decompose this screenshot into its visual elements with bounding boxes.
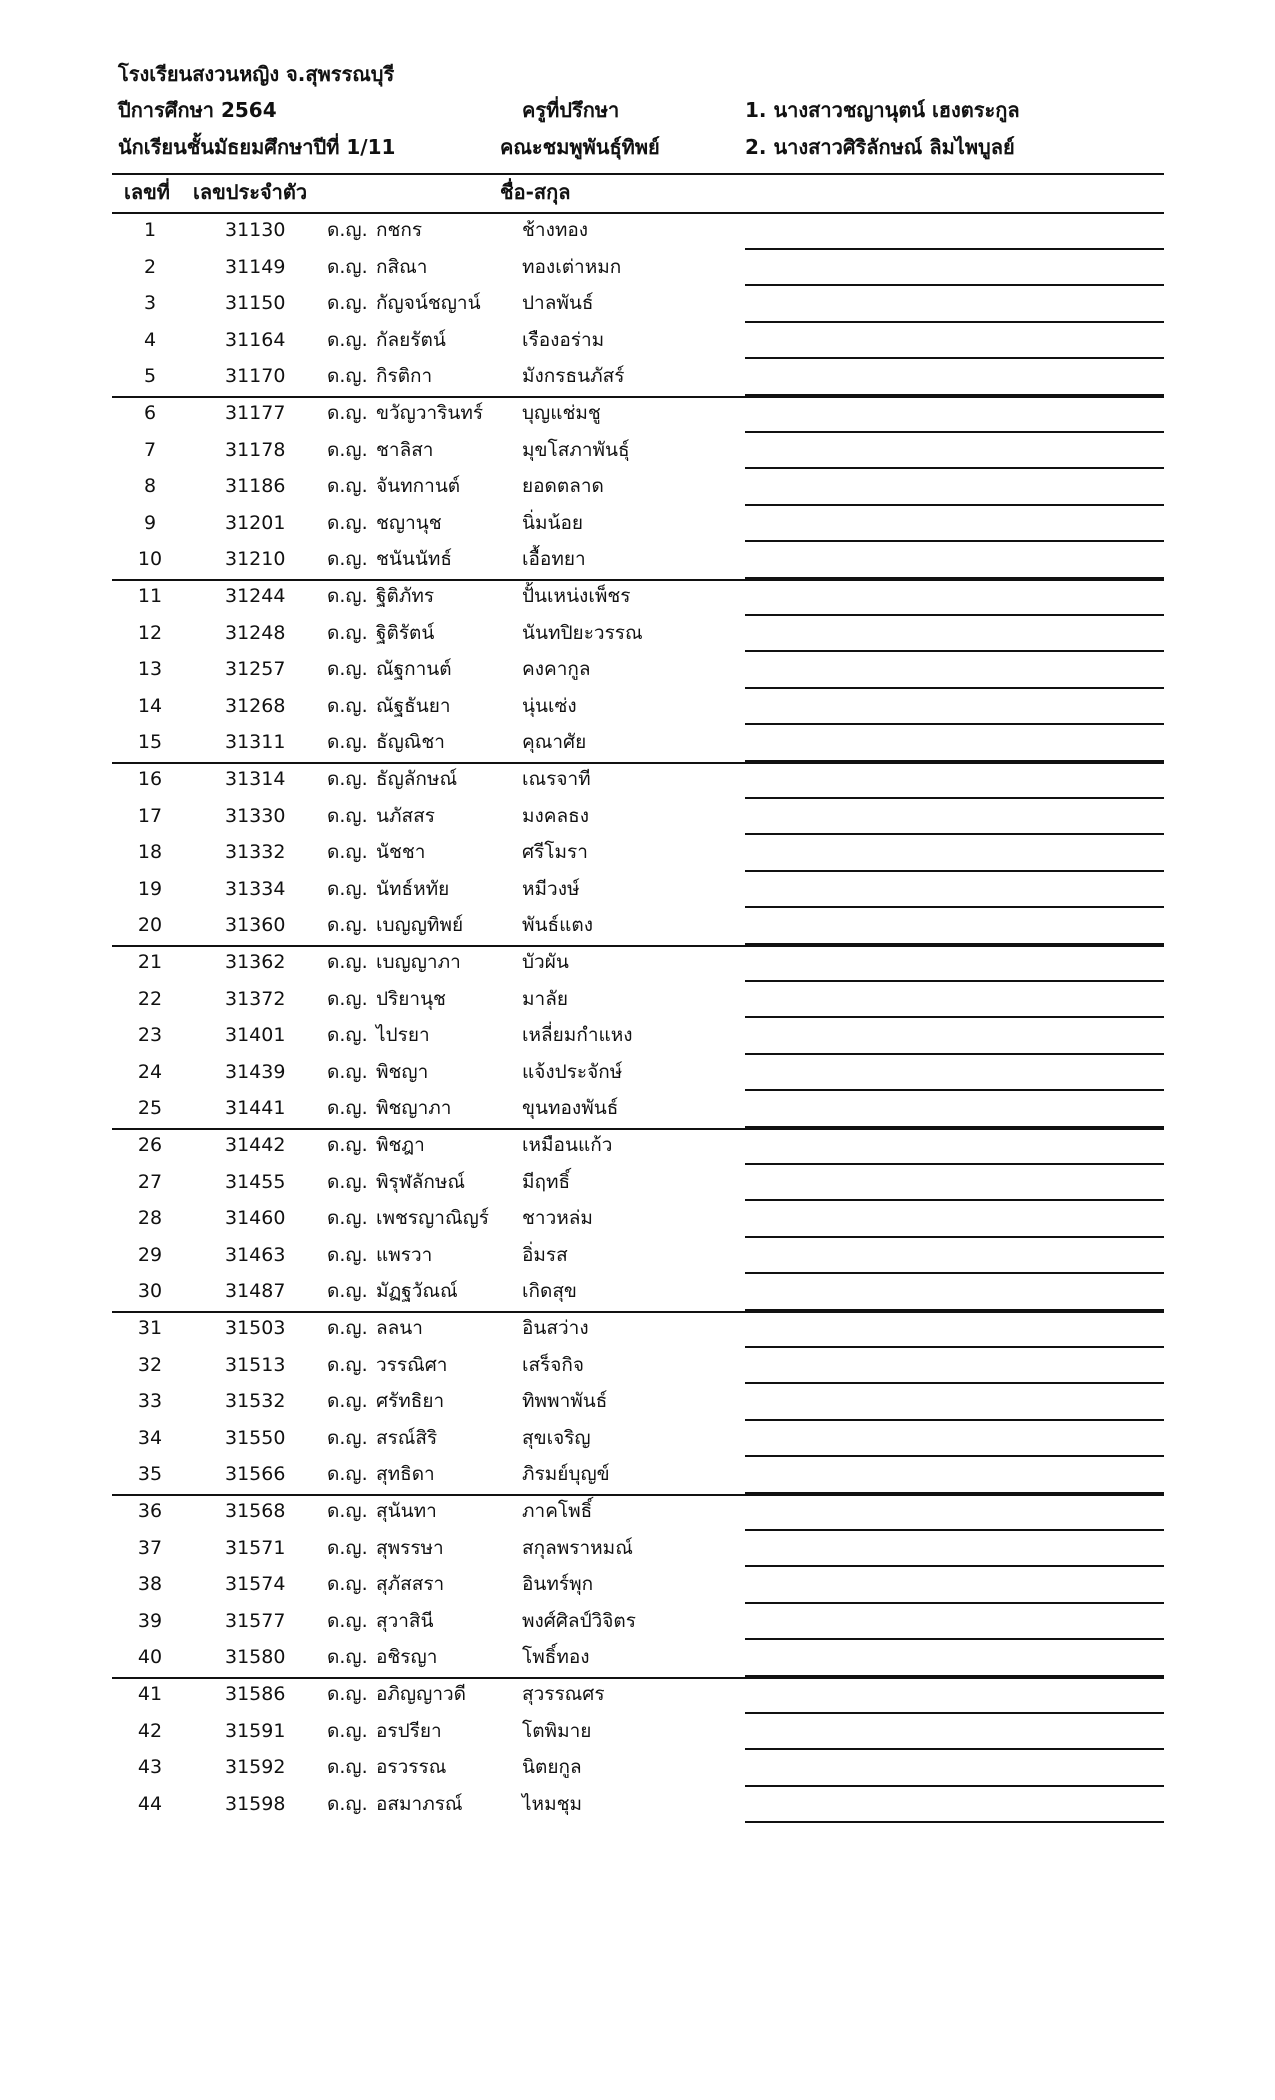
student-id: 31201 <box>225 511 286 534</box>
first-name: จันทกานต์ <box>376 475 461 498</box>
last-name: สกุลพราหมณ์ <box>522 1536 633 1559</box>
last-name: ช้างทอง <box>522 219 589 241</box>
name-prefix: ด.ญ. <box>327 1719 368 1742</box>
name-prefix: ด.ญ. <box>327 1280 368 1303</box>
first-name: สุทธิดา <box>376 1463 435 1486</box>
name-prefix: ด.ญ. <box>327 1683 368 1705</box>
first-name: เบญญทิพย์ <box>376 914 464 937</box>
first-name: ศรัทธิยา <box>376 1390 445 1413</box>
name-prefix: ด.ญ. <box>327 328 368 351</box>
name-prefix: ด.ญ. <box>327 438 368 461</box>
name-prefix: ด.ญ. <box>327 731 368 754</box>
student-id: 31130 <box>225 219 286 241</box>
first-name: ลลนา <box>376 1317 423 1339</box>
signature-line <box>745 1821 1164 1823</box>
name-prefix: ด.ญ. <box>327 914 368 937</box>
first-name: กัญจน์ชญาน์ <box>376 292 481 315</box>
last-name: เณรจาที <box>522 768 591 790</box>
group-divider <box>112 396 1164 398</box>
student-id: 31442 <box>225 1134 286 1156</box>
group-divider <box>112 1677 1164 1679</box>
student-id: 31330 <box>225 804 286 827</box>
first-name: อรปรียา <box>376 1719 442 1742</box>
name-prefix: ด.ญ. <box>327 1170 368 1193</box>
student-id: 31248 <box>225 621 286 644</box>
table-row <box>0 1787 1275 1824</box>
last-name: ทิพพาพันธ์ <box>522 1390 608 1413</box>
student-id: 31463 <box>225 1243 286 1266</box>
student-id: 31149 <box>225 255 286 278</box>
first-name: ปริยานุช <box>376 987 446 1010</box>
student-id: 31332 <box>225 841 286 864</box>
table-row <box>0 652 1275 689</box>
column-header-student-id: เลขประจำตัว <box>193 180 308 204</box>
last-name: ปาลพันธ์ <box>522 292 594 315</box>
first-name: พิชฎา <box>376 1134 425 1156</box>
last-name: คุณาศัย <box>522 731 587 754</box>
table-row <box>0 1091 1275 1128</box>
student-id: 31568 <box>225 1500 286 1522</box>
student-number: 27 <box>137 1170 163 1193</box>
academic-year: ปีการศึกษา 2564 <box>118 98 277 122</box>
last-name: ภาคโพธิ์ <box>522 1500 593 1522</box>
group-divider <box>112 1494 1164 1496</box>
table-row <box>0 1055 1275 1092</box>
first-name: สุภัสสรา <box>376 1573 445 1596</box>
table-row <box>0 359 1275 396</box>
school-name: โรงเรียนสงวนหญิง จ.สุพรรณบุรี <box>118 62 395 86</box>
table-row <box>0 469 1275 506</box>
table-row <box>0 616 1275 653</box>
name-prefix: ด.ญ. <box>327 1390 368 1413</box>
student-id: 31598 <box>225 1792 286 1815</box>
table-row <box>0 725 1275 762</box>
last-name: ไหมชุม <box>522 1792 583 1815</box>
group-divider <box>112 1311 1164 1313</box>
student-number: 32 <box>137 1353 163 1376</box>
last-name: มาลัย <box>522 987 568 1010</box>
student-number: 13 <box>137 658 163 681</box>
student-number: 33 <box>137 1390 163 1413</box>
student-number: 3 <box>143 292 157 315</box>
student-id: 31571 <box>225 1536 286 1559</box>
student-number: 28 <box>137 1207 163 1230</box>
student-id: 31586 <box>225 1683 286 1705</box>
last-name: พงศ์ศิลป์วิจิตร <box>522 1609 636 1632</box>
student-number: 38 <box>137 1573 163 1596</box>
table-row <box>0 1494 1275 1531</box>
student-id: 31513 <box>225 1353 286 1376</box>
student-number: 34 <box>137 1426 163 1449</box>
student-number: 22 <box>137 987 163 1010</box>
student-number: 40 <box>137 1646 163 1669</box>
first-name: สรณ์สิริ <box>376 1426 438 1449</box>
name-prefix: ด.ญ. <box>327 475 368 498</box>
last-name: สุขเจริญ <box>522 1426 591 1449</box>
student-id: 31210 <box>225 548 286 571</box>
last-name: นิ่มน้อย <box>522 511 584 534</box>
table-row <box>0 396 1275 433</box>
last-name: ทองเต่าหมก <box>522 255 622 278</box>
column-header-no: เลขที่ <box>124 180 170 204</box>
table-row <box>0 1567 1275 1604</box>
student-id: 31244 <box>225 585 286 607</box>
table-row <box>0 250 1275 287</box>
table-row <box>0 542 1275 579</box>
first-name: นัชชา <box>376 841 426 864</box>
student-number: 20 <box>137 914 163 937</box>
first-name: กสิณา <box>376 255 428 278</box>
last-name: บัวผัน <box>522 951 569 973</box>
student-number: 25 <box>137 1097 163 1120</box>
first-name: นัทธ์หทัย <box>376 877 450 900</box>
first-name: ธัญลักษณ์ <box>376 768 458 790</box>
student-id: 31592 <box>225 1756 286 1779</box>
student-number: 43 <box>137 1756 163 1779</box>
student-id: 31441 <box>225 1097 286 1120</box>
last-name: อินสว่าง <box>522 1317 589 1339</box>
table-row <box>0 1274 1275 1311</box>
student-id: 31360 <box>225 914 286 937</box>
student-id: 31550 <box>225 1426 286 1449</box>
student-number: 5 <box>143 365 157 388</box>
first-name: ชญานุช <box>376 511 442 534</box>
student-number: 23 <box>137 1024 163 1047</box>
student-number: 26 <box>137 1134 163 1156</box>
table-row <box>0 1311 1275 1348</box>
table-row <box>0 1714 1275 1751</box>
advisor-1: 1. นางสาวชญานุตน์ เฮงตระกูล <box>745 98 1020 122</box>
class-label: นักเรียนชั้นมัธยมศึกษาปีที่ 1/11 <box>118 135 396 159</box>
student-number: 12 <box>137 621 163 644</box>
student-id: 31186 <box>225 475 286 498</box>
table-row <box>0 1348 1275 1385</box>
name-prefix: ด.ญ. <box>327 1243 368 1266</box>
first-name: อชิรญา <box>376 1646 438 1669</box>
first-name: ธัญณิชา <box>376 731 445 754</box>
column-header-name: ชื่อ-สกุล <box>500 180 571 204</box>
group-divider <box>112 1128 1164 1130</box>
first-name: พิชญาภา <box>376 1097 452 1120</box>
first-name: อสมาภรณ์ <box>376 1792 463 1815</box>
student-number: 41 <box>137 1683 163 1705</box>
student-id: 31178 <box>225 438 286 461</box>
student-id: 31150 <box>225 292 286 315</box>
name-prefix: ด.ญ. <box>327 1573 368 1596</box>
name-prefix: ด.ญ. <box>327 1207 368 1230</box>
name-prefix: ด.ญ. <box>327 1500 368 1522</box>
first-name: ชนันนัทธ์ <box>376 548 452 571</box>
first-name: มัฏฐวัณณ์ <box>376 1280 458 1303</box>
group-divider <box>112 579 1164 581</box>
table-row <box>0 1531 1275 1568</box>
last-name: นันทปิยะวรรณ <box>522 621 643 644</box>
table-row <box>0 1165 1275 1202</box>
name-prefix: ด.ญ. <box>327 292 368 315</box>
last-name: อินทร์พุก <box>522 1573 594 1596</box>
first-name: กัลยรัตน์ <box>376 328 446 351</box>
group-divider <box>112 945 1164 947</box>
table-row <box>0 1018 1275 1055</box>
student-id: 31362 <box>225 951 286 973</box>
name-prefix: ด.ญ. <box>327 1536 368 1559</box>
student-id: 31372 <box>225 987 286 1010</box>
department-label: คณะชมพูพันธุ์ทิพย์ <box>500 135 660 159</box>
name-prefix: ด.ญ. <box>327 548 368 571</box>
student-id: 31177 <box>225 402 286 424</box>
group-divider <box>112 762 1164 764</box>
student-number: 9 <box>143 511 157 534</box>
student-id: 31164 <box>225 328 286 351</box>
last-name: สุวรรณศร <box>522 1683 605 1705</box>
table-row <box>0 1384 1275 1421</box>
first-name: สุวาสินี <box>376 1609 434 1632</box>
student-number: 14 <box>137 694 163 717</box>
last-name: ภิรมย์บุญข์ <box>522 1463 610 1486</box>
table-row <box>0 506 1275 543</box>
student-id: 31580 <box>225 1646 286 1669</box>
table-row <box>0 835 1275 872</box>
student-number: 15 <box>137 731 163 754</box>
first-name: แพรวา <box>376 1243 433 1266</box>
last-name: มีฤทธิ์ <box>522 1170 571 1193</box>
name-prefix: ด.ญ. <box>327 1353 368 1376</box>
name-prefix: ด.ญ. <box>327 255 368 278</box>
name-prefix: ด.ญ. <box>327 877 368 900</box>
last-name: แจ้งประจักษ์ <box>522 1060 623 1083</box>
student-id: 31268 <box>225 694 286 717</box>
last-name: โพธิ์ทอง <box>522 1646 590 1669</box>
table-row <box>0 689 1275 726</box>
student-id: 31257 <box>225 658 286 681</box>
student-number: 35 <box>137 1463 163 1486</box>
student-number: 42 <box>137 1719 163 1742</box>
student-id: 31591 <box>225 1719 286 1742</box>
table-row <box>0 1421 1275 1458</box>
student-number: 24 <box>137 1060 163 1083</box>
last-name: เหมือนแก้ว <box>522 1134 613 1156</box>
last-name: ศรีโมรา <box>522 841 588 864</box>
student-id: 31574 <box>225 1573 286 1596</box>
student-id: 31460 <box>225 1207 286 1230</box>
name-prefix: ด.ญ. <box>327 658 368 681</box>
student-number: 37 <box>137 1536 163 1559</box>
name-prefix: ด.ญ. <box>327 1024 368 1047</box>
name-prefix: ด.ญ. <box>327 694 368 717</box>
name-prefix: ด.ญ. <box>327 365 368 388</box>
student-id: 31503 <box>225 1317 286 1339</box>
student-number: 16 <box>137 768 163 790</box>
first-name: ไปรยา <box>376 1024 430 1047</box>
student-id: 31314 <box>225 768 286 790</box>
last-name: มังกรธนภัสร์ <box>522 365 625 388</box>
table-row <box>0 1238 1275 1275</box>
table-row <box>0 213 1275 250</box>
student-id: 31532 <box>225 1390 286 1413</box>
student-number: 11 <box>137 585 163 607</box>
student-number: 18 <box>137 841 163 864</box>
last-name: บุญแช่มชู <box>522 402 601 424</box>
name-prefix: ด.ญ. <box>327 219 368 241</box>
first-name: เบญญาภา <box>376 951 461 973</box>
student-number: 6 <box>143 402 157 424</box>
first-name: สุนันทา <box>376 1500 437 1522</box>
advisor-2: 2. นางสาวศิริลักษณ์ ลิมไพบูลย์ <box>745 135 1015 159</box>
first-name: กชกร <box>376 219 423 241</box>
name-prefix: ด.ญ. <box>327 1317 368 1339</box>
student-number: 10 <box>137 548 163 571</box>
table-row <box>0 1201 1275 1238</box>
student-id: 31439 <box>225 1060 286 1083</box>
first-name: กิรติกา <box>376 365 433 388</box>
advisor-label: ครูที่ปรึกษา <box>522 98 620 122</box>
first-name: ณัฐธันยา <box>376 694 451 717</box>
student-id: 31401 <box>225 1024 286 1047</box>
table-row <box>0 872 1275 909</box>
first-name: พิรุฬลักษณ์ <box>376 1170 466 1193</box>
name-prefix: ด.ญ. <box>327 1646 368 1669</box>
last-name: เรืองอร่าม <box>522 328 605 351</box>
last-name: ชาวหล่ม <box>522 1207 593 1230</box>
last-name: มุขโสภาพันธุ์ <box>522 438 630 461</box>
student-id: 31311 <box>225 731 286 754</box>
first-name: ขวัญวารินทร์ <box>376 402 484 424</box>
last-name: เหลี่ยมกำแหง <box>522 1024 633 1047</box>
name-prefix: ด.ญ. <box>327 768 368 790</box>
student-number: 2 <box>143 255 157 278</box>
name-prefix: ด.ญ. <box>327 621 368 644</box>
last-name: ปั้นเหน่งเพ็ชร <box>522 585 631 607</box>
student-number: 1 <box>143 219 157 241</box>
table-row <box>0 579 1275 616</box>
first-name: วรรณิศา <box>376 1353 448 1376</box>
name-prefix: ด.ญ. <box>327 951 368 973</box>
student-number: 17 <box>137 804 163 827</box>
student-number: 44 <box>137 1792 163 1815</box>
name-prefix: ด.ญ. <box>327 841 368 864</box>
last-name: ยอดตลาด <box>522 475 604 498</box>
last-name: นิตยกูล <box>522 1756 582 1779</box>
last-name: พันธ์แตง <box>522 914 593 937</box>
student-id: 31455 <box>225 1170 286 1193</box>
first-name: ฐิติรัตน์ <box>376 621 435 644</box>
last-name: คงคากูล <box>522 658 591 681</box>
first-name: เพชรญาณิญร์ <box>376 1207 489 1230</box>
table-row <box>0 908 1275 945</box>
table-row <box>0 1457 1275 1494</box>
table-row <box>0 323 1275 360</box>
table-row <box>0 1750 1275 1787</box>
first-name: อภิญญาวดี <box>376 1683 466 1705</box>
last-name: มงคลธง <box>522 804 590 827</box>
last-name: อิ่มรส <box>522 1243 568 1266</box>
name-prefix: ด.ญ. <box>327 585 368 607</box>
student-id: 31577 <box>225 1609 286 1632</box>
table-row <box>0 945 1275 982</box>
name-prefix: ด.ญ. <box>327 1792 368 1815</box>
student-number: 39 <box>137 1609 163 1632</box>
student-id: 31566 <box>225 1463 286 1486</box>
first-name: สุพรรษา <box>376 1536 444 1559</box>
student-number: 36 <box>137 1500 163 1522</box>
table-row <box>0 1640 1275 1677</box>
name-prefix: ด.ญ. <box>327 1756 368 1779</box>
name-prefix: ด.ญ. <box>327 511 368 534</box>
student-id: 31334 <box>225 877 286 900</box>
table-row <box>0 762 1275 799</box>
student-number: 29 <box>137 1243 163 1266</box>
table-row <box>0 286 1275 323</box>
student-number: 21 <box>137 951 163 973</box>
first-name: ชาลิสา <box>376 438 434 461</box>
table-row <box>0 982 1275 1019</box>
table-row <box>0 799 1275 836</box>
student-id: 31170 <box>225 365 286 388</box>
last-name: เสร็จกิจ <box>522 1353 585 1376</box>
name-prefix: ด.ญ. <box>327 402 368 424</box>
last-name: โตพิมาย <box>522 1719 592 1742</box>
last-name: เอื้อทยา <box>522 548 586 571</box>
name-prefix: ด.ญ. <box>327 1463 368 1486</box>
name-prefix: ด.ญ. <box>327 1609 368 1632</box>
name-prefix: ด.ญ. <box>327 1426 368 1449</box>
name-prefix: ด.ญ. <box>327 804 368 827</box>
first-name: ฐิติภัทร <box>376 585 435 607</box>
name-prefix: ด.ญ. <box>327 1134 368 1156</box>
first-name: ณัฐกานต์ <box>376 658 452 681</box>
last-name: เกิดสุข <box>522 1280 577 1303</box>
name-prefix: ด.ญ. <box>327 987 368 1010</box>
last-name: นุ่นเซ่ง <box>522 694 577 717</box>
student-number: 30 <box>137 1280 163 1303</box>
student-id: 31487 <box>225 1280 286 1303</box>
student-number: 31 <box>137 1317 163 1339</box>
first-name: นภัสสร <box>376 804 435 827</box>
first-name: พิชญา <box>376 1060 429 1083</box>
student-number: 4 <box>143 328 157 351</box>
student-number: 19 <box>137 877 163 900</box>
table-row <box>0 1128 1275 1165</box>
table-row <box>0 1604 1275 1641</box>
first-name: อรวรรณ <box>376 1756 447 1779</box>
table-row <box>0 433 1275 470</box>
student-number: 7 <box>143 438 157 461</box>
last-name: ขุนทองพันธ์ <box>522 1097 619 1120</box>
name-prefix: ด.ญ. <box>327 1060 368 1083</box>
student-number: 8 <box>143 475 157 498</box>
last-name: หมีวงษ์ <box>522 877 580 900</box>
name-prefix: ด.ญ. <box>327 1097 368 1120</box>
table-row <box>0 1677 1275 1714</box>
